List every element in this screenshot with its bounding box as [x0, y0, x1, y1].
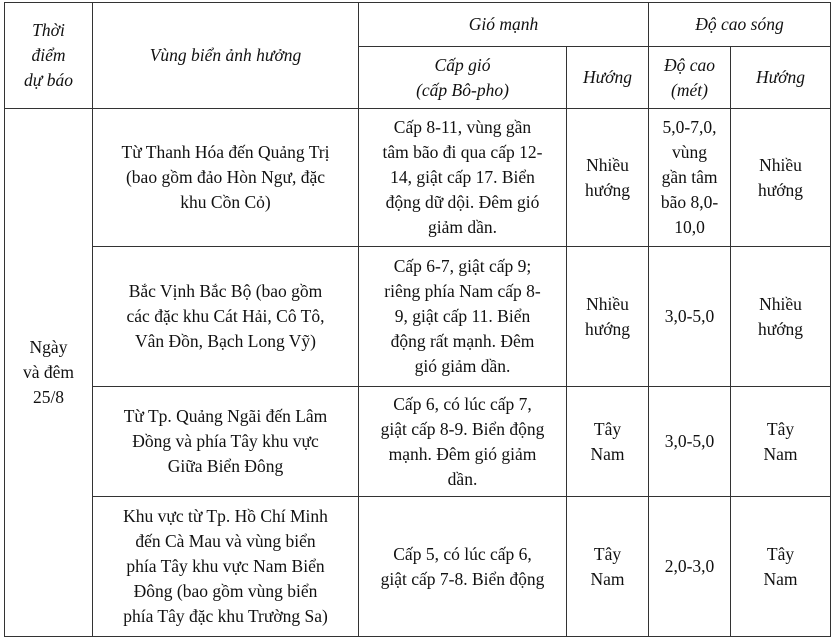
wind-level-cell: Cấp 6, có lúc cấp 7, giật cấp 8-9. Biển động mạnh. Đêm gió giảm dần. [359, 387, 567, 497]
header-wind-level: Cấp gió (cấp Bô-pho) [359, 47, 567, 109]
wind-level-cell: Cấp 5, có lúc cấp 6, giật cấp 7-8. Biển động [359, 497, 567, 637]
header-wave-height: Độ cao sóng [649, 3, 831, 47]
wave-direction-cell: Tây Nam [731, 497, 831, 637]
table-row [5, 387, 831, 497]
header-wind-direction: Hướng [567, 47, 649, 109]
forecast-time-cell: Ngày và đêm 25/8 [5, 109, 93, 637]
wind-level-cell: Cấp 6-7, giật cấp 9; riêng phía Nam cấp 8- 9, giật cấp 11. Biển động rất mạnh. Đêm gió giảm dần. [359, 247, 567, 387]
table-row [5, 247, 831, 387]
wave-direction-cell: Nhiều hướng [731, 109, 831, 247]
wind-direction-cell: Nhiều hướng [567, 247, 649, 387]
wave-direction-cell: Tây Nam [731, 387, 831, 497]
table-row [5, 109, 831, 247]
wave-direction-cell: Nhiều hướng [731, 247, 831, 387]
wave-height-cell: 3,0-5,0 [649, 387, 731, 497]
wind-direction-cell: Nhiều hướng [567, 109, 649, 247]
header-strong-wind: Gió mạnh [359, 3, 649, 47]
wave-height-cell: 2,0-3,0 [649, 497, 731, 637]
region-cell: Khu vực từ Tp. Hồ Chí Minh đến Cà Mau và vùng biển phía Tây khu vực Nam Biển Đông (bao gồm vùng biển phía Tây đặc khu Trường Sa) [93, 497, 359, 637]
wave-height-cell: 5,0-7,0, vùng gần tâm bão 8,0- 10,0 [649, 109, 731, 247]
header-wave-direction: Hướng [731, 47, 831, 109]
header-forecast-time: Thời điểm dự báo [5, 3, 93, 109]
region-cell: Từ Thanh Hóa đến Quảng Trị (bao gồm đảo Hòn Ngư, đặc khu Cồn Cỏ) [93, 109, 359, 247]
wind-direction-cell: Tây Nam [567, 387, 649, 497]
header-height: Độ cao (mét) [649, 47, 731, 109]
forecast-table [4, 2, 831, 637]
region-cell: Từ Tp. Quảng Ngãi đến Lâm Đồng và phía Tây khu vực Giữa Biển Đông [93, 387, 359, 497]
header-region: Vùng biển ảnh hưởng [93, 3, 359, 109]
region-cell: Bắc Vịnh Bắc Bộ (bao gồm các đặc khu Cát Hải, Cô Tô, Vân Đồn, Bạch Long Vỹ) [93, 247, 359, 387]
wind-level-cell: Cấp 8-11, vùng gần tâm bão đi qua cấp 12- 14, giật cấp 17. Biển động dữ dội. Đêm gió giảm dần. [359, 109, 567, 247]
wave-height-cell: 3,0-5,0 [649, 247, 731, 387]
wind-direction-cell: Tây Nam [567, 497, 649, 637]
table-row [5, 497, 831, 637]
